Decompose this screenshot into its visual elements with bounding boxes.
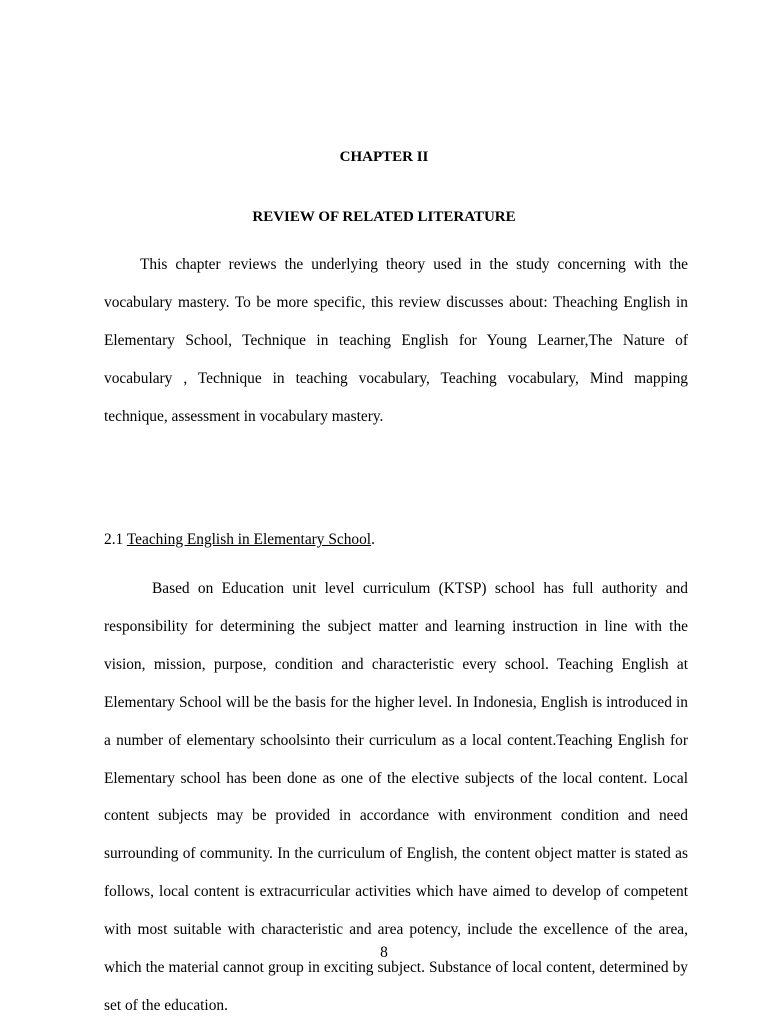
section-title: Teaching English in Elementary School [126, 531, 372, 548]
chapter-label: CHAPTER II [339, 149, 429, 165]
intro-paragraph: This chapter reviews the underlying theory used in the study concerning with the vocabulary mastery. To be more specific, this review discusses about: Theaching English in Elementary School, Technique in teaching English for Young Learner,The Nature of vocabulary , Technique in teaching vocabulary, Teaching vocabulary, Mind mapping technique, assessment in vocabulary mastery. [104, 256, 688, 425]
section-heading [104, 531, 375, 549]
page-number: 8 [380, 944, 388, 961]
section-number: 2.1 [104, 531, 124, 548]
section-paragraph: Based on Education unit level curriculum (KTSP) school has full authority and responsibility for determining the subject matter and learning instruction in line with the vision, mission, purpose, condition and characteristic every school. Teaching English at Elementary School will be the basis for the higher level. In Indonesia, English is introduced in a number of elementary schoolsinto their curriculum as a local content.Teaching English for Elementary school has been done as one of the elective subjects of the local content. Local content subjects may be provided in accordance with environment condition and need surrounding of community. In the curriculum of English, the content object matter is stated as follows, local content is extracurricular activities which have aimed to develop of competent with most suitable with characteristic and area potency, include the excellence of the area, which the material cannot group in exciting subject. Substance of local content, determined by set of the education. [104, 580, 688, 1014]
chapter-title: REVIEW OF RELATED LITERATURE [252, 209, 516, 225]
section-title-period: . [371, 531, 375, 548]
